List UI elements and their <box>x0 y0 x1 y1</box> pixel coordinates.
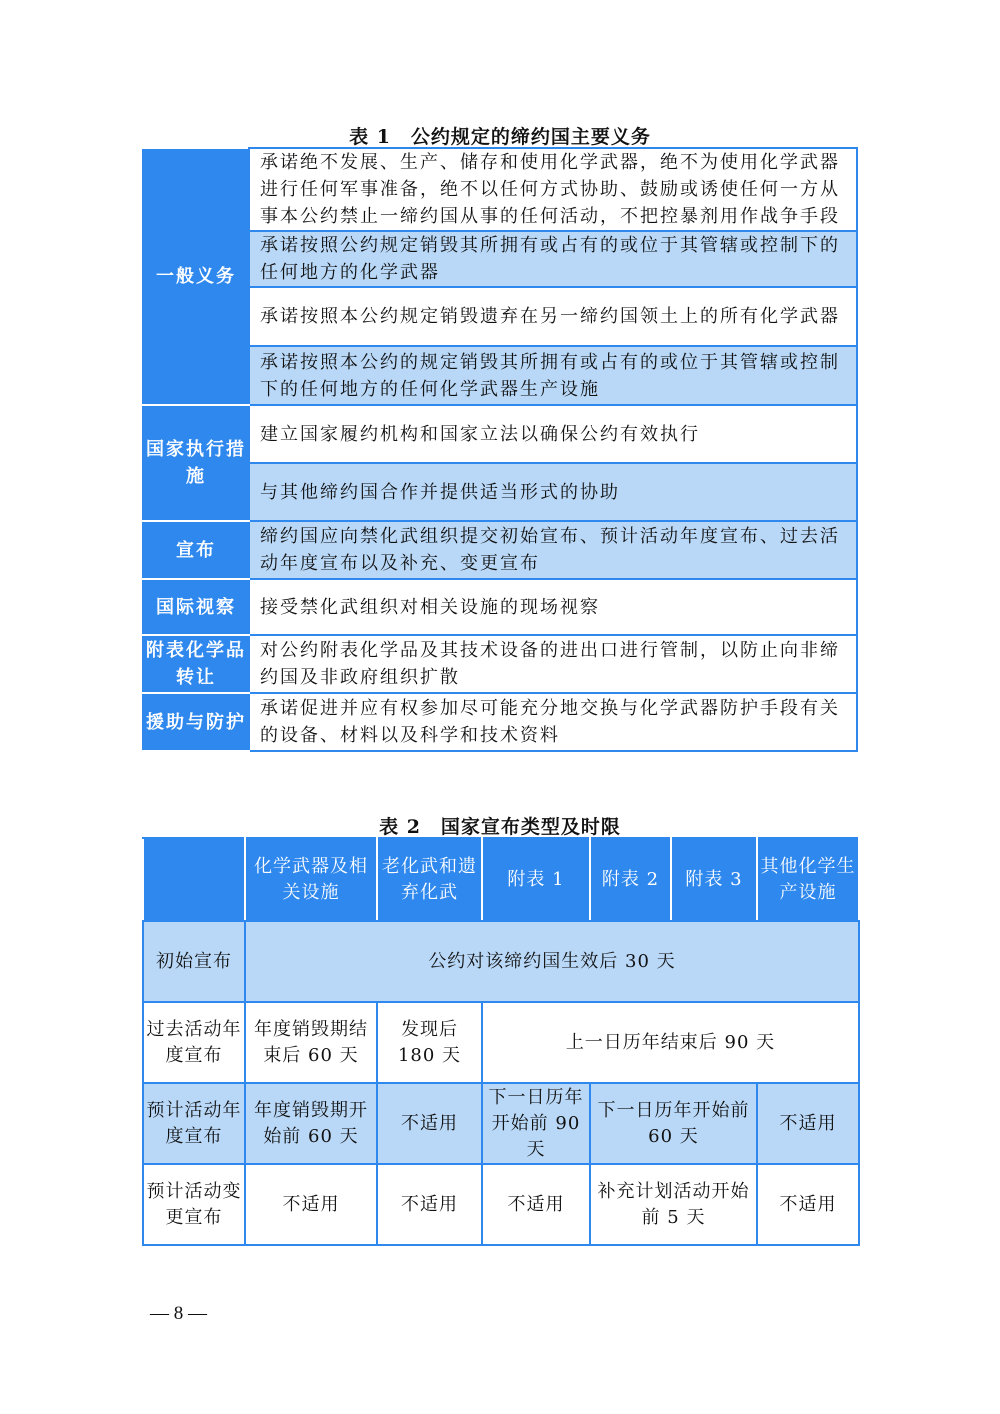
table-cell: 下一日历年开始前 60 天 <box>590 1083 757 1164</box>
table-cell: 不适用 <box>245 1164 377 1245</box>
table-cell: 年度销毁期结束后 60 天 <box>245 1002 377 1083</box>
table-header-row <box>143 838 859 921</box>
section-head-assistance: 援助与防护 <box>143 693 249 751</box>
declarations-table <box>142 837 860 1246</box>
table-row <box>143 287 857 346</box>
row-label: 过去活动年度宣布 <box>143 1002 245 1083</box>
table-cell: 不适用 <box>482 1164 590 1245</box>
section-head-inspection: 国际视察 <box>143 579 249 635</box>
table-cell: 不适用 <box>377 1164 482 1245</box>
table-cell: 年度销毁期开始前 60 天 <box>245 1083 377 1164</box>
table-cell: 公约对该缔约国生效后 30 天 <box>245 921 859 1002</box>
section-head-general: 一般义务 <box>143 148 249 405</box>
table-cell: 补充计划活动开始前 5 天 <box>590 1164 757 1245</box>
column-header: 附表 3 <box>671 838 757 921</box>
table-row <box>143 521 857 579</box>
table-cell: 不适用 <box>377 1083 482 1164</box>
table-cell: 上一日历年结束后 90 天 <box>482 1002 859 1083</box>
table-cell: 与其他缔约国合作并提供适当形式的协助 <box>249 463 857 521</box>
table-cell: 发现后 180 天 <box>377 1002 482 1083</box>
table-cell: 承诺促进并应有权参加尽可能充分地交换与化学武器防护手段有关的设备、材料以及科学和技术资料 <box>249 693 857 751</box>
obligations-table <box>142 147 858 752</box>
section-head-declaration: 宣布 <box>143 521 249 579</box>
table-cell: 不适用 <box>757 1164 859 1245</box>
column-header: 老化武和遗弃化武 <box>377 838 482 921</box>
column-header: 附表 2 <box>590 838 671 921</box>
table-row <box>143 463 857 521</box>
column-header: 化学武器及相关设施 <box>245 838 377 921</box>
table-row <box>143 231 857 287</box>
table-cell: 建立国家履约机构和国家立法以确保公约有效执行 <box>249 405 857 463</box>
table-cell: 承诺按照本公约规定销毁遗弃在另一缔约国领土上的所有化学武器 <box>249 287 857 346</box>
table-row <box>143 1164 859 1245</box>
section-head-transfer: 附表化学品转让 <box>143 635 249 693</box>
table-cell: 不适用 <box>757 1083 859 1164</box>
column-header: 附表 1 <box>482 838 590 921</box>
column-header <box>143 838 245 921</box>
row-label: 预计活动年度宣布 <box>143 1083 245 1164</box>
table-cell: 对公约附表化学品及其技术设备的进出口进行管制，以防止向非缔约国及非政府组织扩散 <box>249 635 857 693</box>
page-number: — 8 — <box>150 1303 207 1324</box>
table-cell: 承诺按照公约规定销毁其所拥有或占有的或位于其管辖或控制下的任何地方的化学武器 <box>249 231 857 287</box>
table-row <box>143 148 857 231</box>
column-header: 其他化学生产设施 <box>757 838 859 921</box>
section-head-national: 国家执行措施 <box>143 405 249 521</box>
table-cell: 接受禁化武组织对相关设施的现场视察 <box>249 579 857 635</box>
table-cell: 承诺绝不发展、生产、储存和使用化学武器，绝不为使用化学武器进行任何军事准备，绝不以任何方式协助、鼓励或诱使任何一方从事本公约禁止一缔约国从事的任何活动，不把控暴剂用作战争手段 <box>249 148 857 231</box>
table1-caption: 表 1 公约规定的缔约国主要义务 <box>349 126 651 148</box>
table-cell: 承诺按照本公约的规定销毁其所拥有或占有的或位于其管辖或控制下的任何地方的任何化学武器生产设施 <box>249 346 857 405</box>
table-row <box>143 693 857 751</box>
row-label: 初始宣布 <box>143 921 245 1002</box>
row-label: 预计活动变更宣布 <box>143 1164 245 1245</box>
table-cell: 下一日历年开始前 90 天 <box>482 1083 590 1164</box>
table2-caption: 表 2 国家宣布类型及时限 <box>379 816 621 838</box>
table-row <box>143 1083 859 1164</box>
table-row <box>143 921 859 1002</box>
table-row <box>143 635 857 693</box>
table-cell: 缔约国应向禁化武组织提交初始宣布、预计活动年度宣布、过去活动年度宣布以及补充、变更宣布 <box>249 521 857 579</box>
table-row <box>143 1002 859 1083</box>
table-row <box>143 405 857 463</box>
table-row <box>143 579 857 635</box>
table-row <box>143 346 857 405</box>
